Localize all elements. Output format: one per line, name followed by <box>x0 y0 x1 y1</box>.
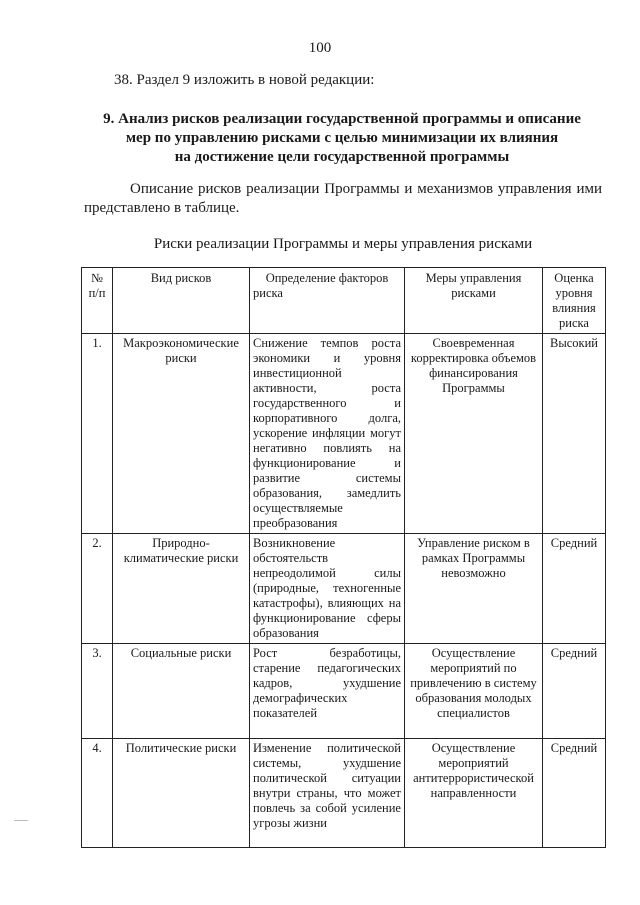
row-num: 3. <box>82 644 113 739</box>
header-risk-measures: Меры управления рисками <box>405 268 543 334</box>
row-risk-level: Средний <box>543 534 606 644</box>
row-risk-measures: Осуществление мероприятий по привлечению в систему образования молодых специалистов <box>405 644 543 739</box>
header-risk-type: Вид рисков <box>113 268 250 334</box>
header-risk-level: Оценка уровня влияния риска <box>543 268 606 334</box>
section-heading-line-2: мер по управлению рисками с целью минимизации их влияния <box>125 130 559 146</box>
risk-table <box>81 267 606 848</box>
row-risk-type: Социальные риски <box>113 644 250 739</box>
row-risk-type: Природно-климатические риски <box>113 534 250 644</box>
row-risk-measures: Своевременная корректировка объемов финансирования Программы <box>405 334 543 534</box>
amendment-text: 38. Раздел 9 изложить в новой редакции: <box>114 72 375 88</box>
row-risk-type: Политические риски <box>113 739 250 848</box>
row-risk-factors: Возникновение обстоятельств непреодолимой силы (природные, техногенные катастрофы), влияющих на функционирование сферы образования <box>250 534 405 644</box>
row-risk-factors: Рост безработицы, старение педагогических кадров, ухудшение демографических показателей <box>250 644 405 739</box>
page-number: 100 <box>308 40 332 56</box>
header-num: № п/п <box>82 268 113 334</box>
row-num: 1. <box>82 334 113 534</box>
table-caption: Риски реализации Программы и меры управления рисками <box>153 236 533 252</box>
row-risk-level: Средний <box>543 739 606 848</box>
table-row <box>82 644 606 739</box>
table-header-row <box>82 268 606 334</box>
row-risk-measures: Управление риском в рамках Программы невозможно <box>405 534 543 644</box>
table-row <box>82 534 606 644</box>
table-row <box>82 739 606 848</box>
row-risk-level: Высокий <box>543 334 606 534</box>
row-risk-type: Макроэкономические риски <box>113 334 250 534</box>
section-heading-line-3: на достижение цели государственной программы <box>174 149 510 165</box>
margin-mark <box>14 820 28 821</box>
section-heading <box>82 110 602 167</box>
intro-paragraph: Описание рисков реализации Программы и механизмов управления ими представлено в таблице. <box>84 181 602 216</box>
row-risk-factors: Снижение темпов роста экономики и уровня инвестиционной активности, роста государственного и корпоративного долга, ускорение инфляции могут негативно повлиять на функционирование и развитие системы образования, замедлить осуществляемые преобразования <box>250 334 405 534</box>
row-num: 4. <box>82 739 113 848</box>
row-risk-factors: Изменение политической системы, ухудшение политической ситуации внутри страны, что может повлечь за собой усиление угрозы жизни <box>250 739 405 848</box>
header-risk-factors: Определение факторов риска <box>250 268 405 334</box>
row-risk-measures: Осуществление мероприятий антитеррористической направленности <box>405 739 543 848</box>
section-heading-line-1: 9. Анализ рисков реализации государственной программы и описание <box>103 111 581 127</box>
row-risk-level: Средний <box>543 644 606 739</box>
row-num: 2. <box>82 534 113 644</box>
table-row <box>82 334 606 534</box>
